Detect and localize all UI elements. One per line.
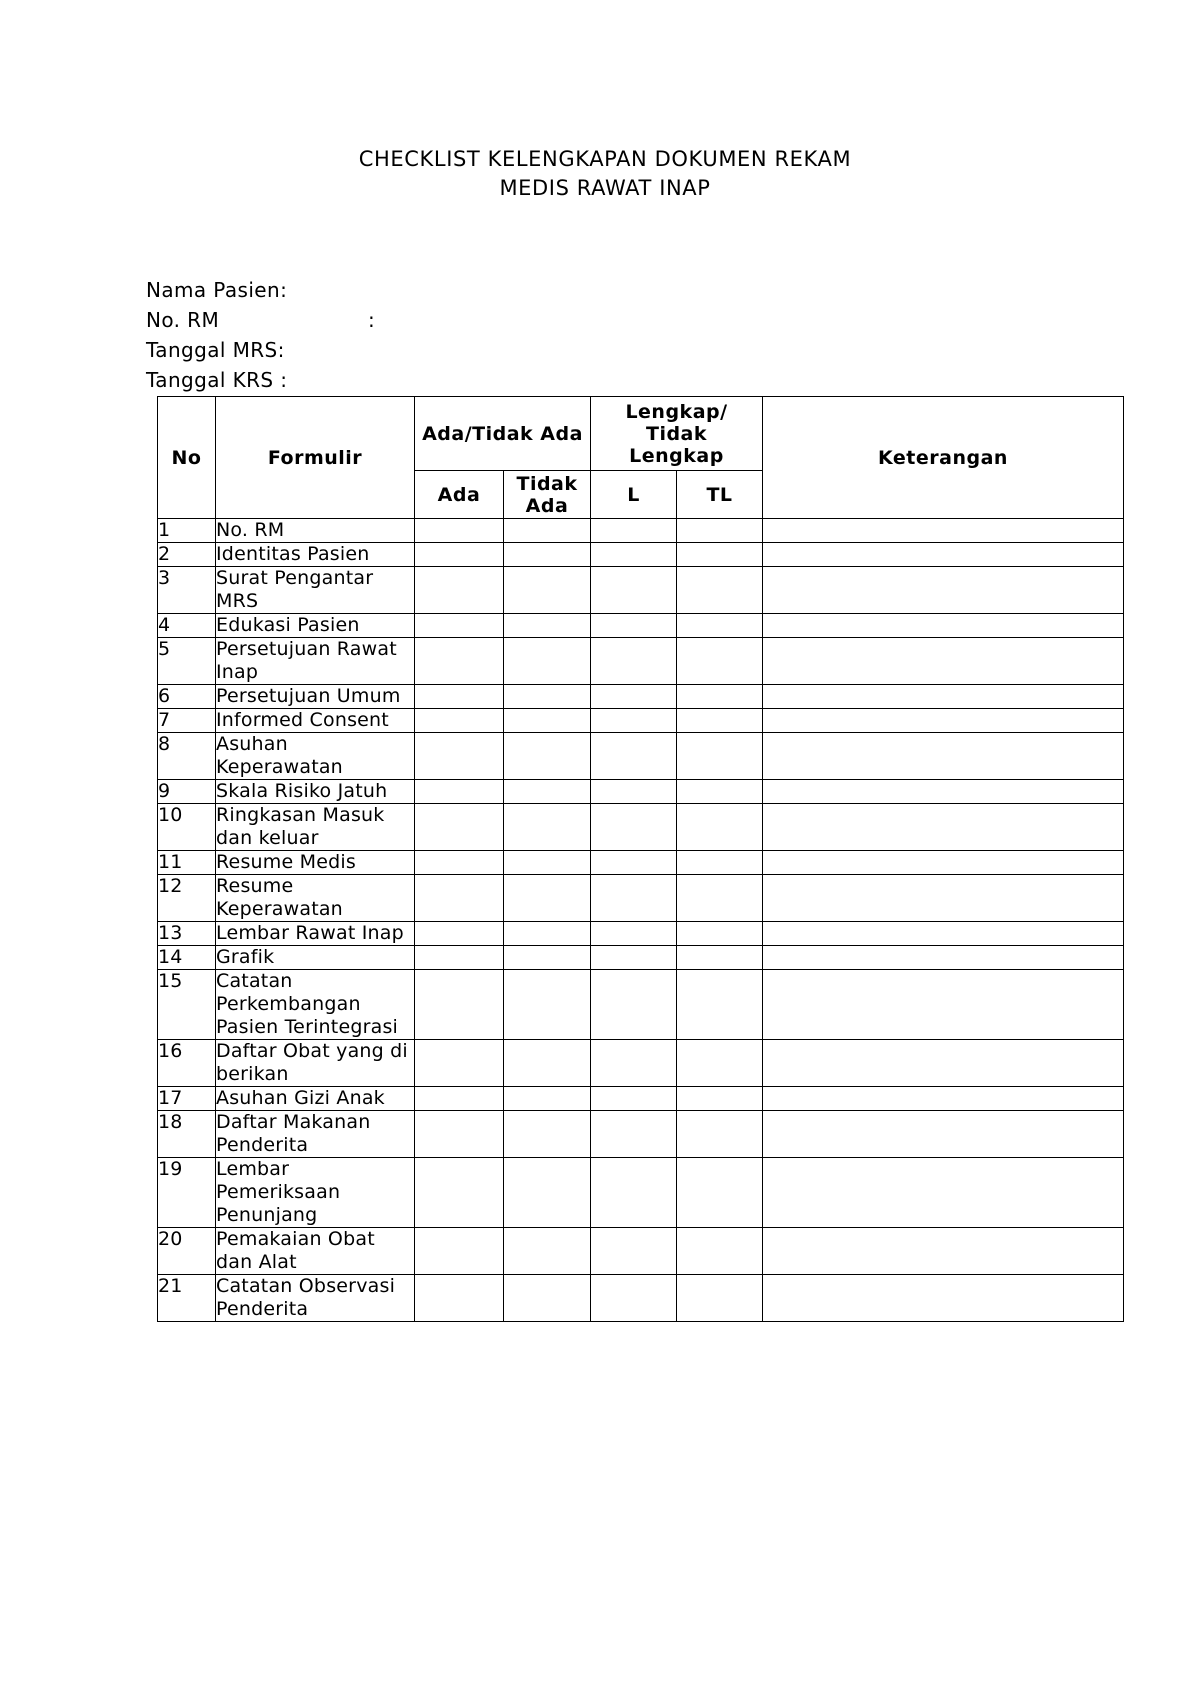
row-formulir: Grafik (216, 946, 415, 970)
check-lengkap (591, 567, 677, 614)
table-row (158, 709, 1124, 733)
check-lengkap (591, 922, 677, 946)
keterangan-cell (763, 875, 1124, 922)
check-ada (415, 685, 504, 709)
check-lengkap (591, 543, 677, 567)
check-tidak-lengkap (677, 780, 763, 804)
check-lengkap (591, 1275, 677, 1322)
title-line-1: CHECKLIST KELENGKAPAN DOKUMEN REKAM (358, 147, 852, 171)
check-lengkap (591, 780, 677, 804)
table-row (158, 970, 1124, 1040)
check-ada (415, 1087, 504, 1111)
check-ada (415, 614, 504, 638)
keterangan-cell (763, 685, 1124, 709)
check-ada (415, 519, 504, 543)
table-row (158, 875, 1124, 922)
check-tidak-lengkap (677, 1111, 763, 1158)
keterangan-cell (763, 946, 1124, 970)
row-number: 11 (158, 851, 216, 875)
row-formulir: Lembar Rawat Inap (216, 922, 415, 946)
keterangan-cell (763, 1111, 1124, 1158)
info-no-rm-colon: : (368, 308, 376, 332)
header-tidak-ada: Tidak Ada (504, 471, 591, 519)
row-formulir: Pemakaian Obat dan Alat (216, 1228, 415, 1275)
table-row (158, 685, 1124, 709)
table-row (158, 567, 1124, 614)
check-tidak-ada (504, 1111, 591, 1158)
check-tidak-ada (504, 1275, 591, 1322)
check-ada (415, 638, 504, 685)
table-header-row-1 (158, 397, 1124, 471)
document-title (0, 145, 1200, 203)
check-tidak-lengkap (677, 804, 763, 851)
check-tidak-lengkap (677, 1275, 763, 1322)
check-tidak-lengkap (677, 709, 763, 733)
check-ada (415, 970, 504, 1040)
check-tidak-ada (504, 638, 591, 685)
table-row (158, 1158, 1124, 1228)
row-formulir: Informed Consent (216, 709, 415, 733)
table-row (158, 733, 1124, 780)
checklist-body (158, 519, 1124, 1322)
check-tidak-ada (504, 875, 591, 922)
check-tidak-lengkap (677, 875, 763, 922)
row-number: 12 (158, 875, 216, 922)
check-lengkap (591, 519, 677, 543)
keterangan-cell (763, 1087, 1124, 1111)
check-ada (415, 567, 504, 614)
keterangan-cell (763, 1158, 1124, 1228)
row-number: 5 (158, 638, 216, 685)
info-nama-label: Nama Pasien: (146, 278, 288, 302)
keterangan-cell (763, 567, 1124, 614)
check-tidak-lengkap (677, 519, 763, 543)
check-tidak-lengkap (677, 567, 763, 614)
table-row (158, 1228, 1124, 1275)
keterangan-cell (763, 733, 1124, 780)
table-row (158, 1040, 1124, 1087)
info-nama-pasien (146, 275, 287, 305)
row-number: 17 (158, 1087, 216, 1111)
check-ada (415, 1040, 504, 1087)
check-tidak-ada (504, 685, 591, 709)
row-formulir: Asuhan Keperawatan (216, 733, 415, 780)
check-ada (415, 875, 504, 922)
keterangan-cell (763, 922, 1124, 946)
row-number: 3 (158, 567, 216, 614)
check-tidak-ada (504, 709, 591, 733)
row-number: 21 (158, 1275, 216, 1322)
check-lengkap (591, 638, 677, 685)
check-tidak-lengkap (677, 638, 763, 685)
row-number: 13 (158, 922, 216, 946)
check-tidak-lengkap (677, 970, 763, 1040)
row-formulir: Persetujuan Rawat Inap (216, 638, 415, 685)
check-tidak-lengkap (677, 922, 763, 946)
table-row (158, 1087, 1124, 1111)
header-formulir: Formulir (216, 397, 415, 519)
check-ada (415, 922, 504, 946)
row-number: 9 (158, 780, 216, 804)
row-formulir: Edukasi Pasien (216, 614, 415, 638)
check-lengkap (591, 1040, 677, 1087)
check-lengkap (591, 733, 677, 780)
row-number: 20 (158, 1228, 216, 1275)
check-tidak-lengkap (677, 685, 763, 709)
row-number: 7 (158, 709, 216, 733)
keterangan-cell (763, 804, 1124, 851)
check-lengkap (591, 1158, 677, 1228)
check-lengkap (591, 709, 677, 733)
check-tidak-ada (504, 946, 591, 970)
row-number: 15 (158, 970, 216, 1040)
row-number: 4 (158, 614, 216, 638)
check-tidak-lengkap (677, 851, 763, 875)
check-lengkap (591, 685, 677, 709)
header-ada: Ada (415, 471, 504, 519)
check-lengkap (591, 970, 677, 1040)
check-lengkap (591, 875, 677, 922)
keterangan-cell (763, 851, 1124, 875)
header-keterangan: Keterangan (763, 397, 1124, 519)
check-ada (415, 709, 504, 733)
info-no-rm-label: No. RM (146, 308, 220, 332)
row-number: 6 (158, 685, 216, 709)
checklist-table (157, 396, 1124, 1322)
row-formulir: Resume Medis (216, 851, 415, 875)
keterangan-cell (763, 614, 1124, 638)
check-tidak-ada (504, 567, 591, 614)
info-tanggal-mrs (146, 335, 287, 365)
table-row (158, 922, 1124, 946)
check-ada (415, 733, 504, 780)
check-tidak-ada (504, 1087, 591, 1111)
table-row (158, 543, 1124, 567)
row-formulir: Catatan Perkembangan Pasien Terintegrasi (216, 970, 415, 1040)
check-tidak-lengkap (677, 1228, 763, 1275)
row-formulir: Resume Keperawatan (216, 875, 415, 922)
row-formulir: Ringkasan Masuk dan keluar (216, 804, 415, 851)
row-number: 2 (158, 543, 216, 567)
header-l: L (591, 471, 677, 519)
check-ada (415, 804, 504, 851)
table-row (158, 1111, 1124, 1158)
check-lengkap (591, 946, 677, 970)
row-formulir: No. RM (216, 519, 415, 543)
check-tidak-lengkap (677, 543, 763, 567)
header-tl: TL (677, 471, 763, 519)
info-tanggal-krs-label: Tanggal KRS : (146, 368, 288, 392)
check-lengkap (591, 1111, 677, 1158)
check-ada (415, 780, 504, 804)
check-tidak-lengkap (677, 946, 763, 970)
row-number: 19 (158, 1158, 216, 1228)
check-tidak-ada (504, 1040, 591, 1087)
table-row (158, 804, 1124, 851)
table-row (158, 638, 1124, 685)
check-ada (415, 946, 504, 970)
check-tidak-ada (504, 543, 591, 567)
row-formulir: Asuhan Gizi Anak (216, 1087, 415, 1111)
header-ada-tidak-ada: Ada/Tidak Ada (415, 397, 591, 471)
check-tidak-ada (504, 1158, 591, 1228)
check-ada (415, 1111, 504, 1158)
check-tidak-lengkap (677, 614, 763, 638)
header-no: No (158, 397, 216, 519)
table-row (158, 780, 1124, 804)
keterangan-cell (763, 519, 1124, 543)
header-lengkap-tidak-lengkap: Lengkap/ Tidak Lengkap (591, 397, 763, 471)
row-number: 18 (158, 1111, 216, 1158)
row-number: 1 (158, 519, 216, 543)
check-tidak-lengkap (677, 1158, 763, 1228)
row-formulir: Surat Pengantar MRS (216, 567, 415, 614)
row-formulir: Lembar Pemeriksaan Penunjang (216, 1158, 415, 1228)
check-tidak-lengkap (677, 1087, 763, 1111)
keterangan-cell (763, 1228, 1124, 1275)
keterangan-cell (763, 638, 1124, 685)
check-tidak-ada (504, 922, 591, 946)
row-number: 8 (158, 733, 216, 780)
keterangan-cell (763, 970, 1124, 1040)
row-formulir: Catatan Observasi Penderita (216, 1275, 415, 1322)
row-number: 16 (158, 1040, 216, 1087)
check-lengkap (591, 1087, 677, 1111)
check-lengkap (591, 804, 677, 851)
row-number: 10 (158, 804, 216, 851)
check-tidak-ada (504, 780, 591, 804)
check-lengkap (591, 1228, 677, 1275)
check-tidak-ada (504, 804, 591, 851)
check-ada (415, 543, 504, 567)
check-lengkap (591, 851, 677, 875)
row-formulir: Persetujuan Umum (216, 685, 415, 709)
table-row (158, 946, 1124, 970)
check-lengkap (591, 614, 677, 638)
check-tidak-ada (504, 1228, 591, 1275)
row-formulir: Skala Risiko Jatuh (216, 780, 415, 804)
check-tidak-ada (504, 519, 591, 543)
row-formulir: Daftar Obat yang di berikan (216, 1040, 415, 1087)
check-ada (415, 1228, 504, 1275)
table-row (158, 519, 1124, 543)
keterangan-cell (763, 780, 1124, 804)
check-tidak-lengkap (677, 733, 763, 780)
table-row (158, 614, 1124, 638)
row-number: 14 (158, 946, 216, 970)
keterangan-cell (763, 543, 1124, 567)
check-tidak-ada (504, 614, 591, 638)
row-formulir: Identitas Pasien (216, 543, 415, 567)
check-ada (415, 1275, 504, 1322)
row-formulir: Daftar Makanan Penderita (216, 1111, 415, 1158)
table-row (158, 1275, 1124, 1322)
title-line-2: MEDIS RAWAT INAP (499, 176, 711, 200)
check-ada (415, 1158, 504, 1228)
check-tidak-ada (504, 970, 591, 1040)
info-tanggal-krs (146, 365, 287, 395)
keterangan-cell (763, 1040, 1124, 1087)
patient-info (146, 275, 376, 395)
keterangan-cell (763, 709, 1124, 733)
info-no-rm (146, 305, 376, 335)
info-tanggal-mrs-label: Tanggal MRS: (146, 338, 285, 362)
check-tidak-ada (504, 733, 591, 780)
check-ada (415, 851, 504, 875)
check-tidak-lengkap (677, 1040, 763, 1087)
keterangan-cell (763, 1275, 1124, 1322)
check-tidak-ada (504, 851, 591, 875)
table-row (158, 851, 1124, 875)
